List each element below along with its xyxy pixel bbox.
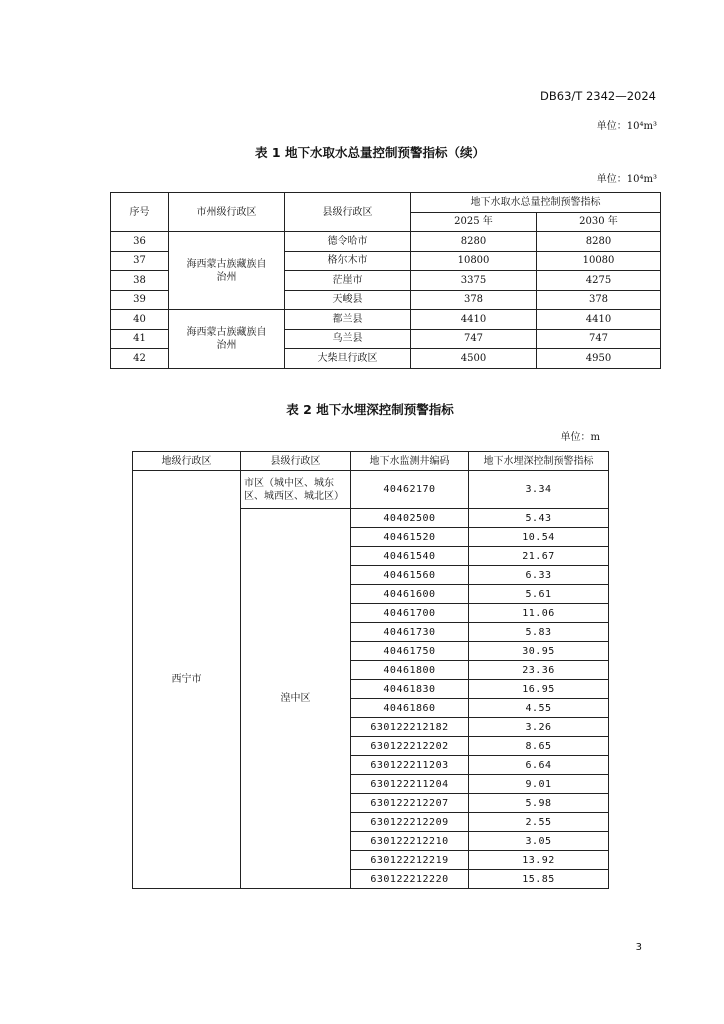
value-2025-cell: 747 (411, 329, 537, 349)
seq-cell: 40 (111, 310, 169, 330)
table1-unit: 单位：10⁴m³ (596, 174, 657, 185)
city-cell: 海西蒙古族藏族自治州 (169, 310, 285, 369)
value-2030-cell: 4275 (537, 271, 661, 291)
county-cell: 都兰县 (285, 310, 411, 330)
depth-cell: 4.55 (469, 699, 609, 718)
table1-header-city: 市州级行政区 (169, 193, 285, 232)
depth-cell: 23.36 (469, 661, 609, 680)
value-2030-cell: 10080 (537, 251, 661, 271)
table1-header-seq: 序号 (111, 193, 169, 232)
value-2025-cell: 4410 (411, 310, 537, 330)
table2-unit: 单位：m (560, 432, 600, 443)
table-row (133, 471, 609, 509)
table1-header-row (111, 193, 661, 213)
depth-cell: 3.26 (469, 718, 609, 737)
well-code-cell: 40461600 (351, 585, 469, 604)
well-code-cell: 630122212207 (351, 794, 469, 813)
depth-cell: 13.92 (469, 851, 609, 870)
value-2025-cell: 10800 (411, 251, 537, 271)
table2-title: 表 2 地下水埋深控制预警指标 (286, 402, 454, 417)
value-2030-cell: 747 (537, 329, 661, 349)
county-cell: 市区（城中区、城东区、城西区、城北区） (241, 471, 351, 509)
seq-cell: 42 (111, 349, 169, 369)
well-code-cell: 40461800 (351, 661, 469, 680)
well-code-cell: 630122212182 (351, 718, 469, 737)
depth-cell: 30.95 (469, 642, 609, 661)
well-code-cell: 40461560 (351, 566, 469, 585)
seq-cell: 41 (111, 329, 169, 349)
value-2030-cell: 378 (537, 290, 661, 310)
depth-cell: 5.43 (469, 509, 609, 528)
well-code-cell: 40461730 (351, 623, 469, 642)
table2-header-well: 地下水监测井编码 (351, 452, 469, 471)
county-cell: 天峻县 (285, 290, 411, 310)
depth-cell: 9.01 (469, 775, 609, 794)
depth-cell: 6.33 (469, 566, 609, 585)
page-number: 3 (635, 942, 642, 953)
county-cell: 大柴旦行政区 (285, 349, 411, 369)
depth-cell: 5.83 (469, 623, 609, 642)
depth-cell: 16.95 (469, 680, 609, 699)
value-2025-cell: 8280 (411, 232, 537, 252)
well-code-cell: 630122212202 (351, 737, 469, 756)
table1-header-county: 县级行政区 (285, 193, 411, 232)
seq-cell: 37 (111, 251, 169, 271)
table1-header-2030: 2030 年 (537, 212, 661, 232)
well-code-cell: 630122211203 (351, 756, 469, 775)
depth-cell: 5.61 (469, 585, 609, 604)
table2-header-county: 县级行政区 (241, 452, 351, 471)
unit-label-top: 单位：10⁴m³ (596, 121, 657, 132)
county-cell: 德令哈市 (285, 232, 411, 252)
well-code-cell: 40461750 (351, 642, 469, 661)
seq-cell: 39 (111, 290, 169, 310)
seq-cell: 36 (111, 232, 169, 252)
table1-header-group: 地下水取水总量控制预警指标 (411, 193, 661, 213)
city-cell: 海西蒙古族藏族自治州 (169, 232, 285, 310)
depth-cell: 3.05 (469, 832, 609, 851)
document-number: DB63/T 2342—2024 (540, 89, 656, 103)
city-cell: 西宁市 (133, 471, 241, 889)
well-code-cell: 630122212209 (351, 813, 469, 832)
county-cell: 格尔木市 (285, 251, 411, 271)
table1 (110, 192, 661, 369)
county-cell: 茫崖市 (285, 271, 411, 291)
value-2025-cell: 3375 (411, 271, 537, 291)
depth-cell: 11.06 (469, 604, 609, 623)
depth-cell: 6.64 (469, 756, 609, 775)
value-2025-cell: 4500 (411, 349, 537, 369)
well-code-cell: 630122212210 (351, 832, 469, 851)
table2 (132, 451, 609, 889)
table-row (111, 232, 661, 252)
depth-cell: 15.85 (469, 870, 609, 889)
well-code-cell: 40461520 (351, 528, 469, 547)
well-code-cell: 630122212220 (351, 870, 469, 889)
table-row (111, 310, 661, 330)
county-cell: 乌兰县 (285, 329, 411, 349)
depth-cell: 2.55 (469, 813, 609, 832)
depth-cell: 21.67 (469, 547, 609, 566)
value-2030-cell: 4410 (537, 310, 661, 330)
well-code-cell: 40402500 (351, 509, 469, 528)
depth-cell: 3.34 (469, 471, 609, 509)
value-2025-cell: 378 (411, 290, 537, 310)
table1-header-2025: 2025 年 (411, 212, 537, 232)
county-cell: 湟中区 (241, 509, 351, 889)
well-code-cell: 630122211204 (351, 775, 469, 794)
well-code-cell: 40461830 (351, 680, 469, 699)
depth-cell: 5.98 (469, 794, 609, 813)
seq-cell: 38 (111, 271, 169, 291)
depth-cell: 8.65 (469, 737, 609, 756)
well-code-cell: 40461540 (351, 547, 469, 566)
value-2030-cell: 8280 (537, 232, 661, 252)
table2-header-depth: 地下水埋深控制预警指标 (469, 452, 609, 471)
well-code-cell: 40462170 (351, 471, 469, 509)
well-code-cell: 630122212219 (351, 851, 469, 870)
table2-header-city: 地级行政区 (133, 452, 241, 471)
table1-title: 表 1 地下水取水总量控制预警指标（续） (255, 145, 485, 160)
value-2030-cell: 4950 (537, 349, 661, 369)
depth-cell: 10.54 (469, 528, 609, 547)
well-code-cell: 40461700 (351, 604, 469, 623)
table2-header-row (133, 452, 609, 471)
well-code-cell: 40461860 (351, 699, 469, 718)
